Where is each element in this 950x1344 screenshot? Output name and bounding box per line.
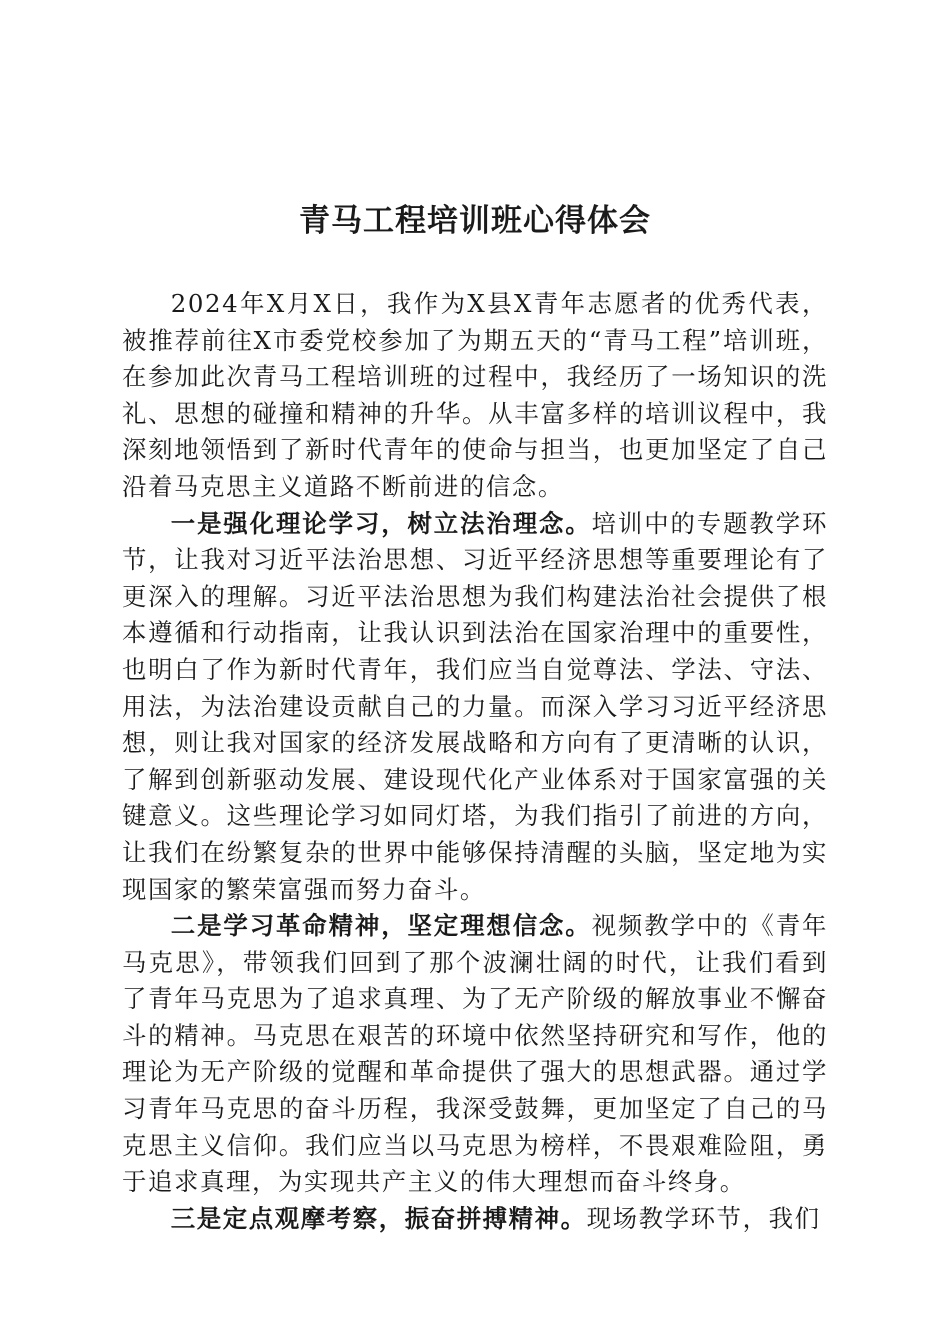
paragraph-text: 现场教学环节，我们 <box>586 1203 821 1233</box>
paragraph-text: 培训中的专题教学环节，让我对习近平法治思想、习近平经济思想等重要理论有了更深入的理解。习近平法治思想为我们构建法治社会提供了根本遵循和行动指南，让我认识到法治在国家治理中的重要性，也明白了作为新时代青年，我们应当自觉尊法、学法、守法、用法，为法治建设贡献自己的力量。而深入学习习近平经济思想，则让我对国家的经济发展战略和方向有了更清晰的认识，了解到创新驱动发展、建设现代化产业体系对于国家富强的关键意义。这些理论学习如同灯塔，为我们指引了前进的方向，让我们在纷繁复杂的世界中能够保持清醒的头脑，坚定地为实现国家的繁荣富强而努力奋斗。 <box>122 508 828 904</box>
section-heading: 一是强化理论学习，树立法治理念。 <box>170 508 592 538</box>
paragraph-text: 2024年X月X日，我作为X县X青年志愿者的优秀代表，被推荐前往X市委党校参加了为期五天的“青马工程”培训班，在参加此次青马工程培训班的过程中，我经历了一场知识的洗礼、思想的碰撞和精神的升华。从丰富多样的培训议程中，我深刻地领悟到了新时代青年的使命与担当，也更加坚定了自己沿着马克思主义道路不断前进的信念。 <box>122 289 828 501</box>
section-heading: 二是学习革命精神，坚定理想信念。 <box>170 911 592 941</box>
section-heading: 三是定点观摩考察，振奋拼搏精神。 <box>170 1203 587 1233</box>
document-body <box>122 286 828 1237</box>
paragraph-section-1 <box>122 506 828 909</box>
paragraph-section-3 <box>122 1201 828 1238</box>
document-title: 青马工程培训班心得体会 <box>299 203 651 239</box>
paragraph-intro <box>122 286 828 506</box>
paragraph-text: 视频教学中的《青年马克思》，带领我们回到了那个波澜壮阔的时代，让我们看到了青年马克思为了追求真理、为了无产阶级的解放事业不懈奋斗的精神。马克思在艰苦的环境中依然坚持研究和写作，他的理论为无产阶级的觉醒和革命提供了强大的思想武器。通过学习青年马克思的奋斗历程，我深受鼓舞，更加坚定了自己的马克思主义信仰。我们应当以马克思为榜样，不畏艰难险阻，勇于追求真理，为实现共产主义的伟大理想而奋斗终身。 <box>122 911 828 1197</box>
paragraph-section-2 <box>122 908 828 1201</box>
